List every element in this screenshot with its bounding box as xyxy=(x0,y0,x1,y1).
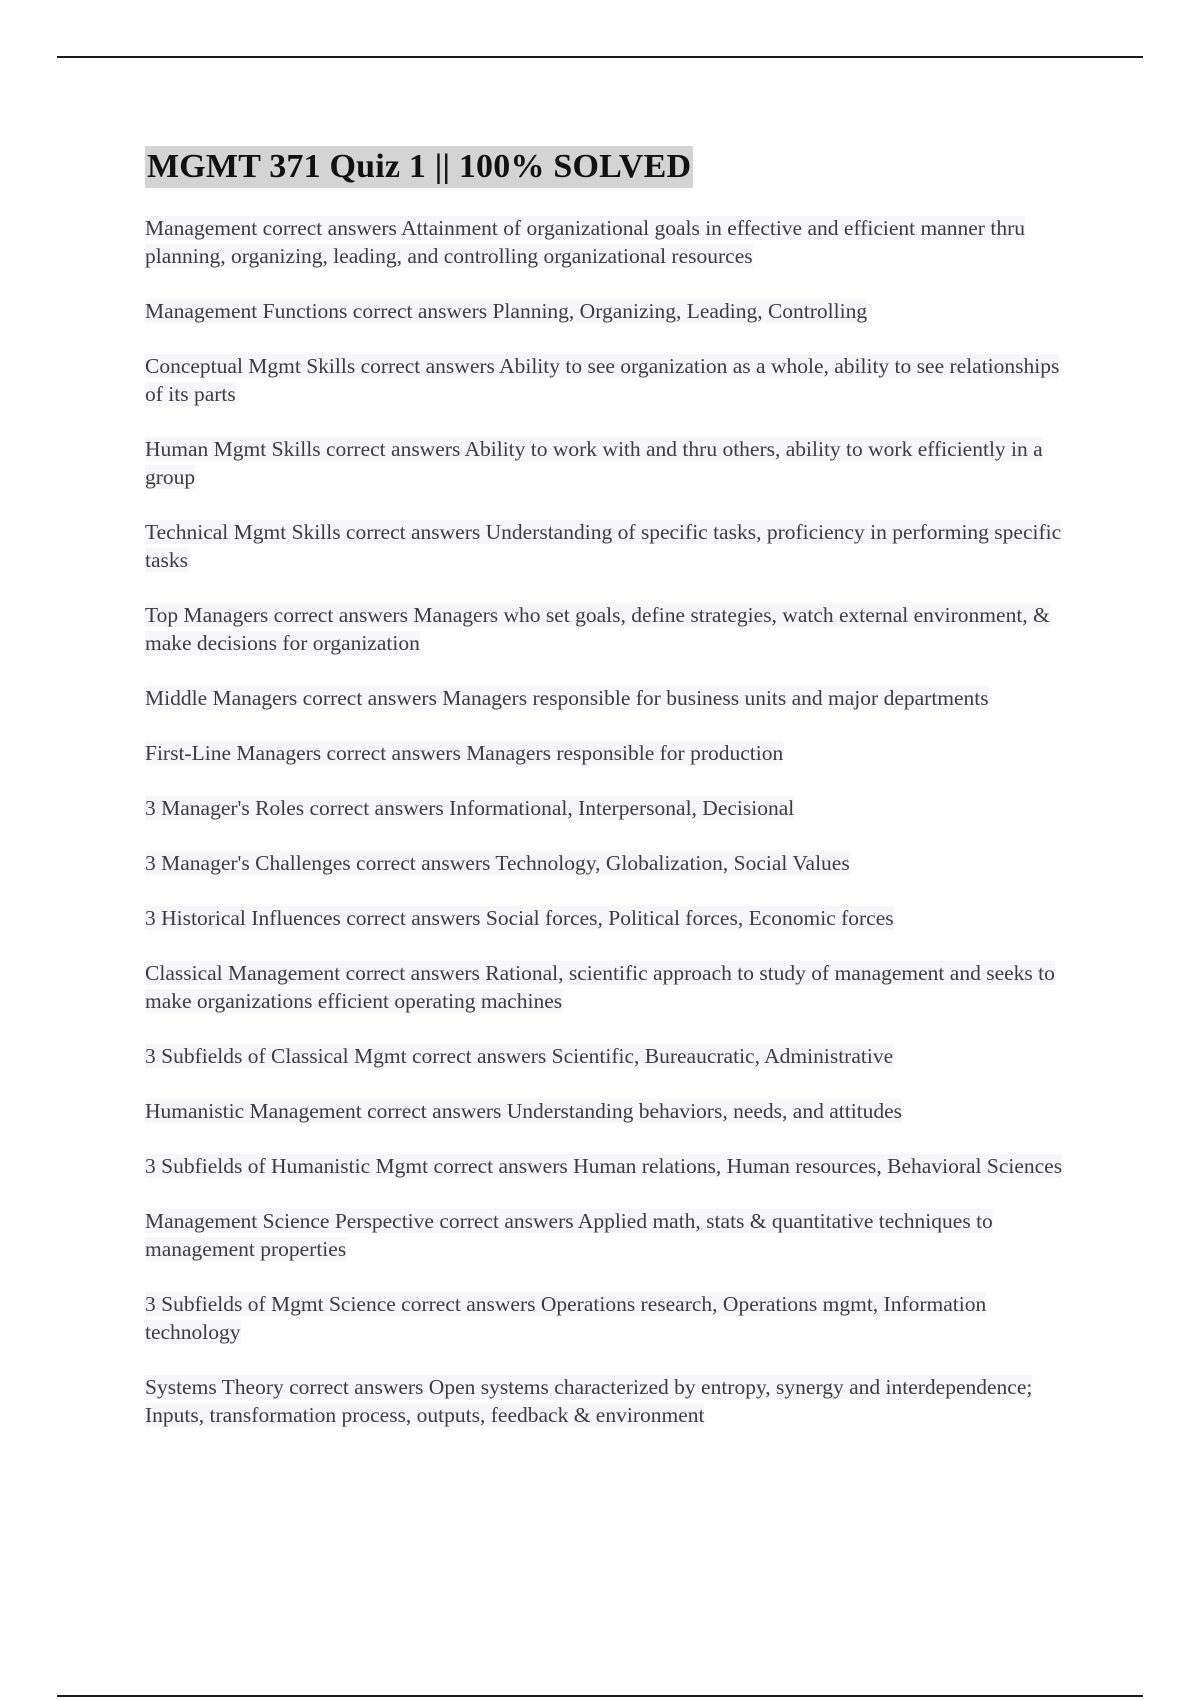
qa-item-text: First-Line Managers correct answers Managers responsible for production xyxy=(145,741,784,765)
qa-item-text: 3 Subfields of Classical Mgmt correct answers Scientific, Bureaucratic, Administrative xyxy=(145,1044,894,1068)
qa-item-text: Technical Mgmt Skills correct answers Understanding of specific tasks, proficiency in performing specific tasks xyxy=(145,520,1062,572)
qa-item-management-science xyxy=(145,1207,1065,1263)
qa-item-first-line-managers xyxy=(145,739,1065,767)
qa-item-management xyxy=(145,214,1065,270)
qa-item-text: Humanistic Management correct answers Understanding behaviors, needs, and attitudes xyxy=(145,1099,903,1123)
qa-item-text: Middle Managers correct answers Managers responsible for business units and major departments xyxy=(145,686,989,710)
qa-item-manager-challenges xyxy=(145,849,1065,877)
qa-list xyxy=(145,214,1065,1429)
qa-item-text: Management Functions correct answers Planning, Organizing, Leading, Controlling xyxy=(145,299,868,323)
qa-item-text: Conceptual Mgmt Skills correct answers Ability to see organization as a whole, ability to see relationships of its parts xyxy=(145,354,1060,406)
document-body xyxy=(145,146,1065,1456)
qa-item-mgmt-science-subfields xyxy=(145,1290,1065,1346)
qa-item-text: Top Managers correct answers Managers who set goals, define strategies, watch external environment, & make decisions for organization xyxy=(145,603,1050,655)
qa-item-historical-influences xyxy=(145,904,1065,932)
qa-item-humanistic-management xyxy=(145,1097,1065,1125)
qa-item-text: 3 Historical Influences correct answers Social forces, Political forces, Economic forces xyxy=(145,906,894,930)
qa-item-text: Management Science Perspective correct answers Applied math, stats & quantitative techniques to management properties xyxy=(145,1209,993,1261)
top-divider xyxy=(57,56,1143,58)
qa-item-text: Systems Theory correct answers Open systems characterized by entropy, synergy and interdependence; Inputs, transformation process, outputs, feedback & environment xyxy=(145,1375,1033,1427)
qa-item-conceptual-skills xyxy=(145,352,1065,408)
qa-item-text: 3 Subfields of Mgmt Science correct answers Operations research, Operations mgmt, Information technology xyxy=(145,1292,987,1344)
qa-item-text: 3 Manager's Challenges correct answers Technology, Globalization, Social Values xyxy=(145,851,850,875)
qa-item-text: Classical Management correct answers Rational, scientific approach to study of management and seeks to make organizations efficient operating machines xyxy=(145,961,1055,1013)
qa-item-text: 3 Manager's Roles correct answers Informational, Interpersonal, Decisional xyxy=(145,796,795,820)
qa-item-top-managers xyxy=(145,601,1065,657)
bottom-divider xyxy=(57,1695,1143,1697)
qa-item-manager-roles xyxy=(145,794,1065,822)
qa-item-text: Management correct answers Attainment of organizational goals in effective and efficient manner thru planning, organizing, leading, and controlling organizational resources xyxy=(145,216,1025,268)
qa-item-technical-skills xyxy=(145,518,1065,574)
qa-item-human-skills xyxy=(145,435,1065,491)
document-title: MGMT 371 Quiz 1 || 100% SOLVED xyxy=(145,146,693,188)
qa-item-text: 3 Subfields of Humanistic Mgmt correct answers Human relations, Human resources, Behavioral Sciences xyxy=(145,1154,1063,1178)
qa-item-humanistic-subfields xyxy=(145,1152,1065,1180)
qa-item-management-functions xyxy=(145,297,1065,325)
qa-item-text: Human Mgmt Skills correct answers Ability to work with and thru others, ability to work efficiently in a group xyxy=(145,437,1043,489)
qa-item-middle-managers xyxy=(145,684,1065,712)
qa-item-classical-subfields xyxy=(145,1042,1065,1070)
qa-item-classical-management xyxy=(145,959,1065,1015)
qa-item-systems-theory xyxy=(145,1373,1065,1429)
